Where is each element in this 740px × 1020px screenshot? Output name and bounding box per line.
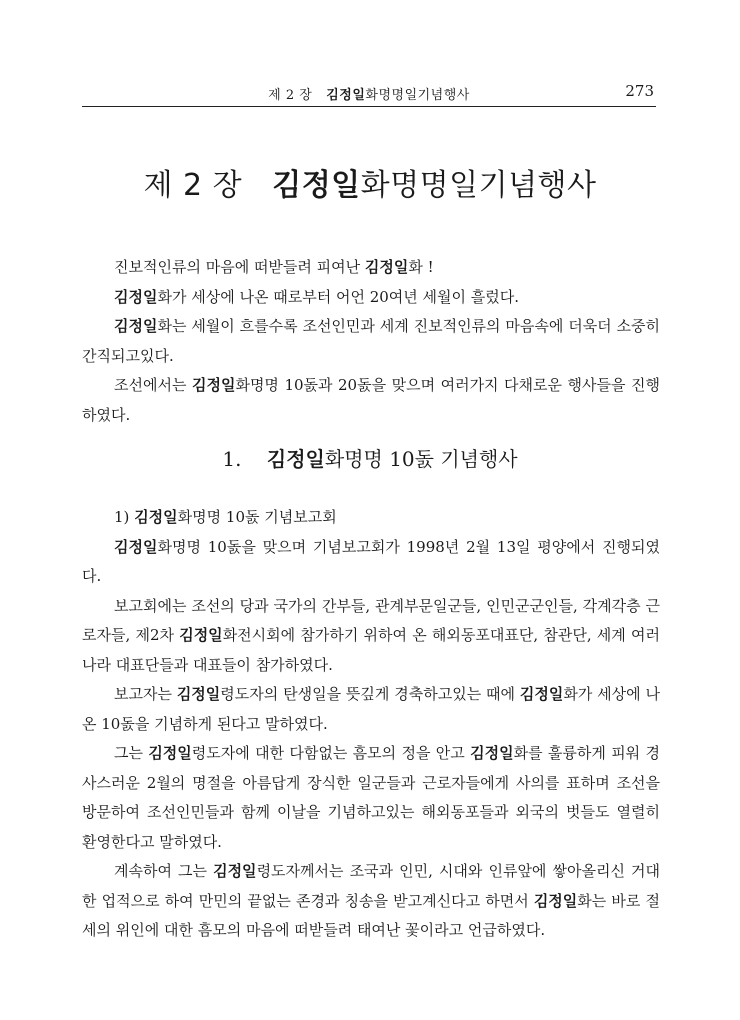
paragraph-text: 조선에서는	[114, 376, 192, 394]
subsection-name: 김정일	[134, 508, 178, 526]
emphasized-name: 김정일	[533, 891, 578, 910]
section-number: 1.	[222, 447, 242, 471]
paragraph-text: 화 !	[408, 258, 434, 276]
paragraph-text: 보고자는	[114, 685, 177, 703]
subsection-rest: 화명명 10돐 기념보고회	[177, 508, 337, 526]
body-paragraph	[82, 533, 660, 592]
body-paragraph	[82, 680, 660, 739]
running-title-name: 김정일	[326, 88, 366, 103]
emphasized-name: 김정일	[148, 744, 192, 762]
paragraph-text: 화가 세상에 나온 때로부터 어언 20여년 세월이 흘렀다.	[157, 287, 520, 306]
intro-paragraph	[82, 371, 660, 430]
chapter-title	[0, 160, 740, 204]
emphasized-name: 김정일	[470, 744, 514, 762]
running-header	[82, 78, 656, 107]
body-block	[82, 503, 660, 946]
emphasized-name: 김정일	[114, 317, 158, 335]
section-rest: 화명명 10돐 기념행사	[324, 447, 518, 471]
paragraph-text: 령도자의 탄생일을 뜻깊게 경축하고있는 때에	[220, 685, 520, 703]
emphasized-name: 김정일	[191, 376, 236, 394]
emphasized-name: 김정일	[179, 626, 223, 644]
emphasized-name: 김정일	[213, 862, 257, 880]
body-paragraphs	[82, 533, 660, 946]
emphasized-name: 김정일	[176, 685, 221, 703]
running-title	[82, 84, 656, 103]
paragraph-text: 령도자에 대한 다함없는 흠모의 정을 안고	[191, 744, 471, 762]
intro-paragraph	[82, 283, 660, 313]
paragraph-text: 화명명 10돐을 맞으며 기념보고회가 1998년 2월 13일 평양에서 진행되였다.	[82, 537, 660, 585]
emphasized-name: 김정일	[519, 685, 564, 703]
paragraph-text: 계속하여 그는	[114, 862, 214, 880]
running-title-rest: 화명명일기념행사	[365, 88, 470, 103]
paragraph-text: 화를 훌륭하게 피워 경사스러운 2월의 명절을 아름답게 장식한 일군들과 근로자들에게 사의를 표하며 조선을 방문하여 조선인민들과 함께 이날을 기념하고있는 해외동포들과 외국의 벗들도 열렬히 환영한다고 말하였다.	[82, 744, 660, 851]
intro-paragraph	[82, 253, 660, 283]
body-paragraph	[82, 739, 660, 857]
paragraph-text: 그는	[114, 744, 149, 762]
section-name: 김정일	[266, 447, 325, 471]
paragraph-text: 화가 세상에 나온 10돐을 기념하게 된다고 말하였다.	[82, 685, 660, 733]
section-title	[0, 443, 740, 472]
paragraph-text: 화전시회에 참가하기 위하여 온 해외동포대표단, 참관단, 세계 여러 나라 대표단들과 대표들이 참가하였다.	[82, 626, 660, 674]
paragraph-text: 화는 세월이 흐를수록 조선인민과 세계 진보적인류의 마음속에 더욱더 소중히 간직되고있다.	[82, 317, 660, 365]
emphasized-name: 김정일	[114, 537, 158, 556]
paragraph-text: 화는 바로 절세의 위인에 대한 흠모의 마음에 떠받들려 태여난 꽃이라고 언급하였다.	[82, 891, 660, 939]
page-number: 273	[625, 82, 654, 100]
subsection-number: 1)	[114, 508, 130, 526]
intro-block	[82, 253, 660, 430]
chapter-rest: 화명명일기념행사	[360, 168, 597, 203]
running-title-prefix: 제 2 장	[268, 88, 313, 103]
emphasized-name: 김정일	[364, 258, 409, 276]
paragraph-text: 진보적인류의 마음에 떠받들려 피여난	[114, 258, 365, 276]
subsection-title	[82, 503, 660, 533]
intro-paragraph	[82, 312, 660, 371]
body-paragraph	[82, 592, 660, 681]
paragraph-text: 보고회에는 조선의 당과 국가의 간부들, 관계부문일군들, 인민군군인들, 각계각층 근로자들, 제2차	[82, 596, 660, 644]
paragraph-text: 화명명 10돐과 20돐을 맞으며 여러가지 다채로운 행사들을 진행하였다.	[82, 376, 660, 424]
paragraph-text: 령도자께서는 조국과 인민, 시대와 인류앞에 쌓아올리신 거대한 업적으로 하여 만민의 끝없는 존경과 칭송을 받고계신다고 하면서	[82, 862, 660, 910]
chapter-name: 김정일	[272, 168, 361, 203]
chapter-prefix: 제 2 장	[143, 168, 243, 203]
emphasized-name: 김정일	[114, 287, 158, 306]
body-paragraph	[82, 857, 660, 946]
